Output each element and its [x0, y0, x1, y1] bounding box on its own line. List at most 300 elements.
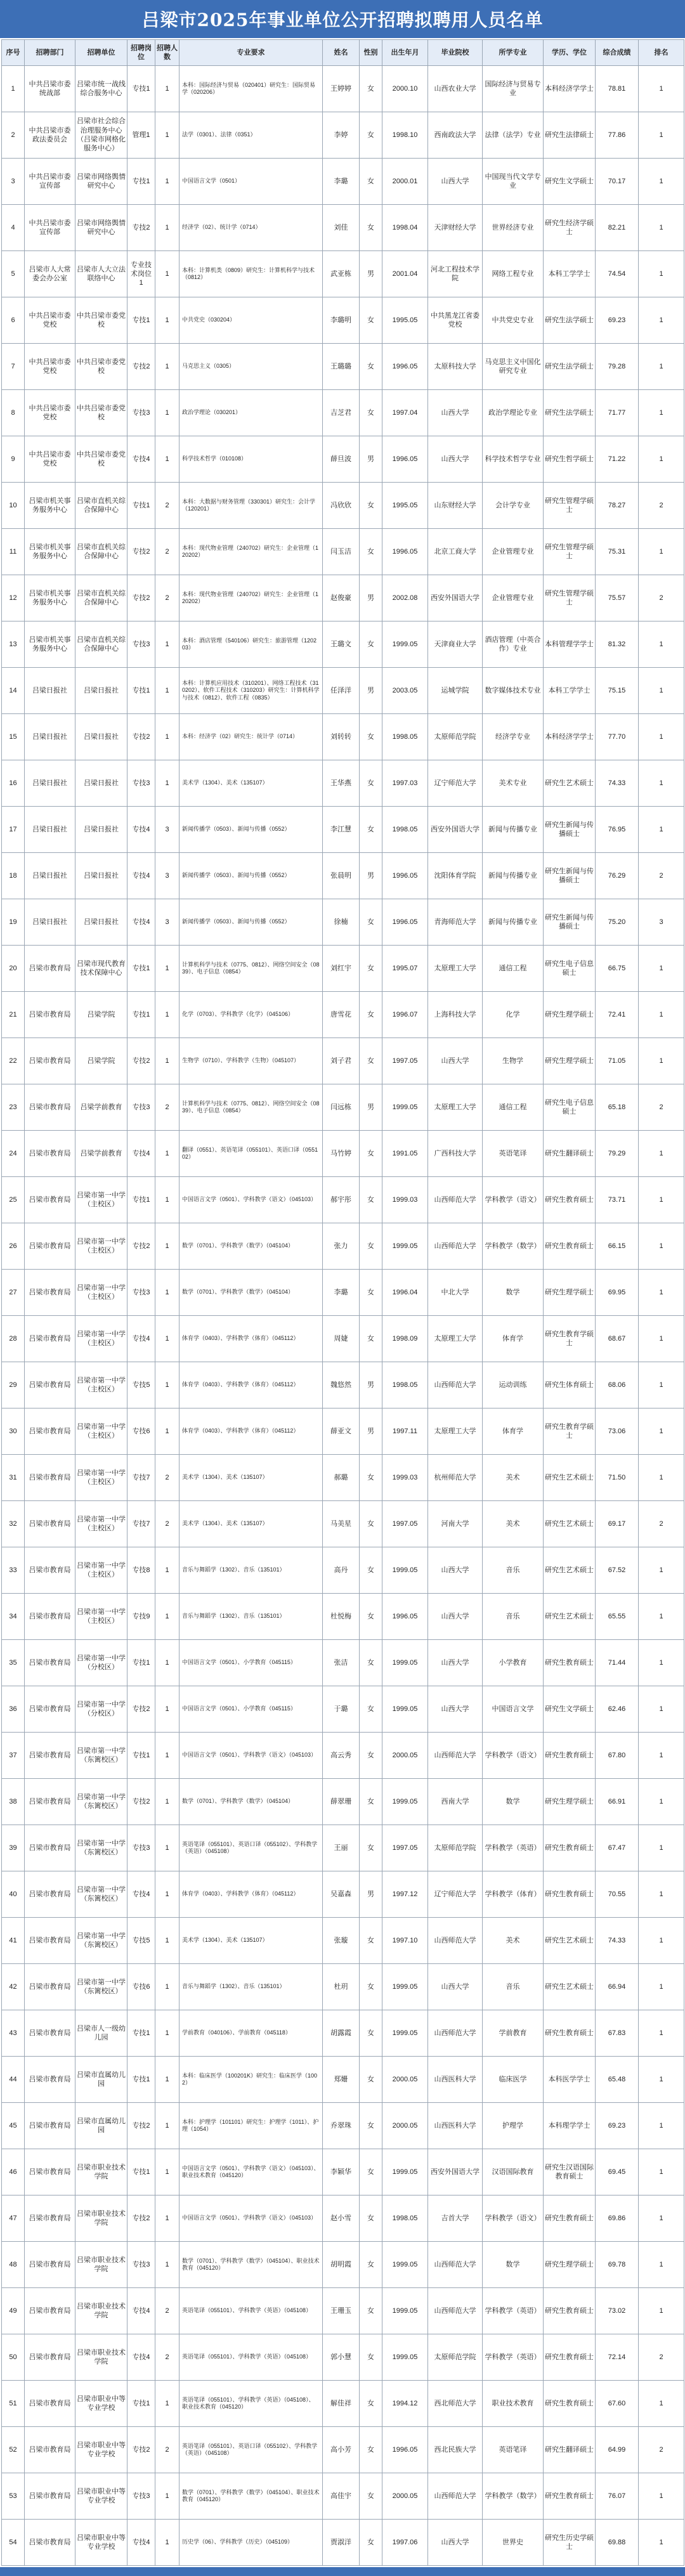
- birth-date: 1999.05: [382, 1640, 428, 1686]
- recruiting-unit: 吕梁日报社: [75, 668, 127, 714]
- graduate-school: 广西科技大学: [428, 1131, 483, 1177]
- candidate-name: 王婷婷: [323, 66, 360, 112]
- candidate-name: 杜悦梅: [323, 1594, 360, 1640]
- recruiting-unit: 吕梁市第一中学（主校区）: [75, 1177, 127, 1223]
- ranking: 1: [639, 2149, 684, 2195]
- studied-major: 经济学专业: [483, 714, 544, 760]
- birth-date: 1998.05: [382, 807, 428, 853]
- studied-major: 学科教学（英语）: [483, 1825, 544, 1871]
- recruiting-department: 吕梁市机关事务服务中心: [25, 483, 75, 529]
- recruiting-unit: 中共吕梁市委党校: [75, 436, 127, 483]
- recruiting-department: 吕梁日报社: [25, 853, 75, 899]
- ranking: 1: [639, 1640, 684, 1686]
- birth-date: 1998.10: [382, 112, 428, 159]
- table-row: [2, 390, 684, 436]
- ranking: 1: [639, 1316, 684, 1362]
- birth-date: 1997.10: [382, 1918, 428, 1964]
- education-degree: 研究生理学硕士: [544, 1779, 596, 1825]
- overall-score: 67.60: [596, 2381, 639, 2427]
- candidate-name: 于璐: [323, 1686, 360, 1733]
- major-requirement: 体育学（0403）、学科教学（体育）（045112）: [179, 1362, 323, 1408]
- table-row: [2, 2520, 684, 2566]
- recruit-count: 1: [155, 1316, 179, 1362]
- candidate-name: 王珊玉: [323, 2288, 360, 2334]
- ranking: 1: [639, 1362, 684, 1408]
- recruiting-post: 专技3: [127, 1270, 155, 1316]
- recruit-count: 1: [155, 1825, 179, 1871]
- recruiting-department: 吕梁市教育局: [25, 2381, 75, 2427]
- birth-date: 1997.05: [382, 1038, 428, 1084]
- gender: 女: [360, 2381, 382, 2427]
- major-requirement: 科学技术哲学（010108）: [179, 436, 323, 483]
- graduate-school: 辽宁师范大学: [428, 760, 483, 807]
- row-number: 13: [2, 621, 25, 668]
- ranking: 1: [639, 760, 684, 807]
- graduate-school: 西安外国语大学: [428, 2149, 483, 2195]
- overall-score: 69.23: [596, 2103, 639, 2149]
- studied-major: 中共党史专业: [483, 297, 544, 344]
- recruit-count: 1: [155, 946, 179, 992]
- graduate-school: 辽宁师范大学: [428, 1871, 483, 1918]
- education-degree: 研究生哲学硕士: [544, 436, 596, 483]
- recruiting-post: 专技1: [127, 668, 155, 714]
- birth-date: 1996.05: [382, 344, 428, 390]
- recruiting-department: 吕梁市教育局: [25, 1223, 75, 1270]
- graduate-school: 天津商业大学: [428, 621, 483, 668]
- page-header: [0, 0, 685, 38]
- major-requirement: 数学（0701）、学科教学（数学）（045104）: [179, 1223, 323, 1270]
- graduate-school: 山西大学: [428, 390, 483, 436]
- row-number: 7: [2, 344, 25, 390]
- studied-major: 数学: [483, 1270, 544, 1316]
- studied-major: 网络工程专业: [483, 251, 544, 297]
- row-number: 24: [2, 1131, 25, 1177]
- education-degree: 研究生理学硕士: [544, 992, 596, 1038]
- recruiting-department: 吕梁市教育局: [25, 1362, 75, 1408]
- column-header: 专业要求: [179, 40, 323, 66]
- major-requirement: 马克思主义（0305）: [179, 344, 323, 390]
- recruit-count: 1: [155, 1362, 179, 1408]
- row-number: 10: [2, 483, 25, 529]
- recruit-count: 2: [155, 529, 179, 575]
- recruiting-post: 专技6: [127, 1408, 155, 1455]
- studied-major: 美术: [483, 1501, 544, 1547]
- graduate-school: 西北师范大学: [428, 2381, 483, 2427]
- recruiting-post: 专技3: [127, 1825, 155, 1871]
- table-row: [2, 483, 684, 529]
- ranking: 2: [639, 2427, 684, 2473]
- recruiting-department: 吕梁市教育局: [25, 2149, 75, 2195]
- gender: 女: [360, 2149, 382, 2195]
- studied-major: 通信工程: [483, 1084, 544, 1131]
- recruiting-department: 吕梁市教育局: [25, 1686, 75, 1733]
- candidate-name: 解佳祥: [323, 2381, 360, 2427]
- education-degree: 研究生体育硕士: [544, 1362, 596, 1408]
- birth-date: 1996.05: [382, 1594, 428, 1640]
- graduate-school: 山西大学: [428, 1686, 483, 1733]
- recruit-count: 1: [155, 760, 179, 807]
- education-degree: 研究生管理学硕士: [544, 529, 596, 575]
- recruit-count: 1: [155, 2381, 179, 2427]
- recruiting-post: 专技3: [127, 390, 155, 436]
- ranking: 1: [639, 2195, 684, 2242]
- recruit-count: 1: [155, 1038, 179, 1084]
- recruiting-department: 中共吕梁市委统战部: [25, 66, 75, 112]
- row-number: 19: [2, 899, 25, 946]
- gender: 男: [360, 1871, 382, 1918]
- graduate-school: 青海师范大学: [428, 899, 483, 946]
- table-header-row: [2, 40, 684, 66]
- recruiting-unit: 吕梁市直属幼儿园: [75, 2103, 127, 2149]
- candidate-name: 张璇: [323, 1918, 360, 1964]
- recruit-count: 2: [155, 1501, 179, 1547]
- education-degree: 研究生教育硕士: [544, 1640, 596, 1686]
- ranking: 2: [639, 1501, 684, 1547]
- row-number: 33: [2, 1547, 25, 1594]
- recruit-count: 1: [155, 1779, 179, 1825]
- overall-score: 70.17: [596, 159, 639, 205]
- row-number: 37: [2, 1733, 25, 1779]
- major-requirement: 数学（0701）、学科教学（数学）（045104）、职业技术教育（045120）: [179, 2242, 323, 2288]
- recruiting-unit: 吕梁市第一中学（分校区）: [75, 1686, 127, 1733]
- major-requirement: 化学（0703）、学科教学（化学）（045106）: [179, 992, 323, 1038]
- recruit-count: 1: [155, 2057, 179, 2103]
- column-header: 序号: [2, 40, 25, 66]
- candidate-name: 薛旦波: [323, 436, 360, 483]
- ranking: 1: [639, 714, 684, 760]
- candidate-name: 郭小慧: [323, 2334, 360, 2381]
- birth-date: 1999.05: [382, 1686, 428, 1733]
- overall-score: 67.47: [596, 1825, 639, 1871]
- birth-date: 1999.05: [382, 621, 428, 668]
- recruiting-unit: 吕梁市职业技术学院: [75, 2288, 127, 2334]
- recruiting-department: 吕梁市教育局: [25, 1270, 75, 1316]
- recruiting-unit: 吕梁日报社: [75, 760, 127, 807]
- table-row: [2, 2381, 684, 2427]
- table-row: [2, 1038, 684, 1084]
- table-row: [2, 899, 684, 946]
- recruiting-department: 吕梁市教育局: [25, 1501, 75, 1547]
- recruiting-department: 吕梁市教育局: [25, 1084, 75, 1131]
- table-row: [2, 2057, 684, 2103]
- ranking: 1: [639, 344, 684, 390]
- education-degree: 研究生艺术硕士: [544, 1547, 596, 1594]
- recruit-count: 1: [155, 1918, 179, 1964]
- gender: 女: [360, 112, 382, 159]
- overall-score: 71.44: [596, 1640, 639, 1686]
- recruiting-post: 专业技术岗位1: [127, 251, 155, 297]
- graduate-school: 山西师范大学: [428, 2473, 483, 2520]
- birth-date: 1997.11: [382, 1408, 428, 1455]
- recruiting-unit: 吕梁市第一中学（东篱校区）: [75, 1779, 127, 1825]
- birth-date: 1997.05: [382, 1825, 428, 1871]
- row-number: 18: [2, 853, 25, 899]
- ranking: 1: [639, 2473, 684, 2520]
- candidate-name: 刘转转: [323, 714, 360, 760]
- overall-score: 71.50: [596, 1455, 639, 1501]
- studied-major: 新闻与传播专业: [483, 853, 544, 899]
- gender: 女: [360, 807, 382, 853]
- studied-major: 新闻与传播专业: [483, 807, 544, 853]
- gender: 女: [360, 297, 382, 344]
- overall-score: 62.46: [596, 1686, 639, 1733]
- recruit-count: 1: [155, 1640, 179, 1686]
- overall-score: 75.15: [596, 668, 639, 714]
- recruit-count: 1: [155, 2473, 179, 2520]
- candidate-name: 马竹婷: [323, 1131, 360, 1177]
- candidate-name: 闫远栋: [323, 1084, 360, 1131]
- birth-date: 1999.05: [382, 1964, 428, 2010]
- recruiting-unit: 吕梁市第一中学（主校区）: [75, 1362, 127, 1408]
- graduate-school: 杭州师范大学: [428, 1455, 483, 1501]
- recruiting-department: 中共吕梁市委宣传部: [25, 159, 75, 205]
- recruiting-post: 专技1: [127, 2381, 155, 2427]
- table-row: [2, 1594, 684, 1640]
- recruiting-department: 中共吕梁市委宣传部: [25, 205, 75, 251]
- row-number: 32: [2, 1501, 25, 1547]
- ranking: 1: [639, 1779, 684, 1825]
- recruit-count: 1: [155, 1131, 179, 1177]
- recruiting-unit: 吕梁市职业中等专业学校: [75, 2473, 127, 2520]
- recruiting-post: 专技7: [127, 1501, 155, 1547]
- row-number: 23: [2, 1084, 25, 1131]
- major-requirement: 本科：护理学（101101）研究生：护理学（1011）、护理（1054）: [179, 2103, 323, 2149]
- major-requirement: 美术学（1304）、美术（135107）: [179, 1501, 323, 1547]
- recruiting-post: 专技1: [127, 159, 155, 205]
- birth-date: 2000.05: [382, 1733, 428, 1779]
- row-number: 8: [2, 390, 25, 436]
- overall-score: 67.52: [596, 1547, 639, 1594]
- birth-date: 2003.05: [382, 668, 428, 714]
- row-number: 43: [2, 2010, 25, 2057]
- education-degree: 研究生新闻与传播硕士: [544, 807, 596, 853]
- education-degree: 本科工学学士: [544, 251, 596, 297]
- recruiting-unit: 中共吕梁市委党校: [75, 297, 127, 344]
- ranking: 1: [639, 621, 684, 668]
- education-degree: 本科理学学士: [544, 2103, 596, 2149]
- recruiting-post: 专技4: [127, 436, 155, 483]
- studied-major: 法律（法学）专业: [483, 112, 544, 159]
- major-requirement: 历史学（06）、学科教学（历史）（045109）: [179, 2520, 323, 2566]
- candidate-name: 武亚栋: [323, 251, 360, 297]
- recruiting-department: 吕梁市教育局: [25, 1825, 75, 1871]
- education-degree: 本科医学学士: [544, 2057, 596, 2103]
- ranking: 1: [639, 1964, 684, 2010]
- graduate-school: 山西大学: [428, 1964, 483, 2010]
- gender: 女: [360, 1455, 382, 1501]
- recruiting-post: 专技1: [127, 2010, 155, 2057]
- candidate-name: 高云秀: [323, 1733, 360, 1779]
- recruiting-post: 专技2: [127, 1038, 155, 1084]
- gender: 男: [360, 575, 382, 621]
- education-degree: 本科管理学学士: [544, 621, 596, 668]
- studied-major: 音乐: [483, 1964, 544, 2010]
- education-degree: 研究生理学硕士: [544, 1270, 596, 1316]
- education-degree: 研究生翻译硕士: [544, 2427, 596, 2473]
- recruiting-department: 吕梁日报社: [25, 807, 75, 853]
- recruit-count: 2: [155, 483, 179, 529]
- major-requirement: 体育学（0403）、学科教学（体育）（045112）: [179, 1871, 323, 1918]
- table-body: [2, 66, 684, 2566]
- ranking: 1: [639, 159, 684, 205]
- ranking: 1: [639, 66, 684, 112]
- candidate-name: 冯欣欣: [323, 483, 360, 529]
- row-number: 29: [2, 1362, 25, 1408]
- gender: 女: [360, 1131, 382, 1177]
- ranking: 1: [639, 1871, 684, 1918]
- graduate-school: 河北工程技术学院: [428, 251, 483, 297]
- gender: 女: [360, 2288, 382, 2334]
- overall-score: 74.54: [596, 251, 639, 297]
- column-header: 毕业院校: [428, 40, 483, 66]
- studied-major: 学科教学（体育）: [483, 1871, 544, 1918]
- birth-date: 1998.05: [382, 714, 428, 760]
- recruiting-post: 专技9: [127, 1594, 155, 1640]
- recruiting-department: 吕梁市教育局: [25, 992, 75, 1038]
- candidate-name: 周婕: [323, 1316, 360, 1362]
- graduate-school: 上海科技大学: [428, 992, 483, 1038]
- table-row: [2, 621, 684, 668]
- recruiting-unit: 吕梁市第一中学（主校区）: [75, 1547, 127, 1594]
- graduate-school: 山西大学: [428, 2520, 483, 2566]
- studied-major: 学前教育: [483, 2010, 544, 2057]
- candidate-name: 薛亚文: [323, 1408, 360, 1455]
- row-number: 45: [2, 2103, 25, 2149]
- recruiting-unit: 吕梁市网络舆情研究中心: [75, 205, 127, 251]
- recruiting-post: 专技3: [127, 2473, 155, 2520]
- recruiting-post: 专技1: [127, 297, 155, 344]
- education-degree: 研究生艺术硕士: [544, 1455, 596, 1501]
- graduate-school: 太原理工大学: [428, 1084, 483, 1131]
- major-requirement: 英语笔译（055101）、学科教学（英语）（045108）、职业技术教育（045120）: [179, 2381, 323, 2427]
- studied-major: 马克思主义中国化研究专业: [483, 344, 544, 390]
- education-degree: 本科经济学学士: [544, 714, 596, 760]
- candidate-name: 郑姗: [323, 2057, 360, 2103]
- candidate-name: 高小芳: [323, 2427, 360, 2473]
- row-number: 34: [2, 1594, 25, 1640]
- table-row: [2, 1918, 684, 1964]
- overall-score: 79.29: [596, 1131, 639, 1177]
- recruit-count: 1: [155, 436, 179, 483]
- recruiting-unit: 吕梁学院: [75, 992, 127, 1038]
- recruit-count: 1: [155, 2242, 179, 2288]
- overall-score: 75.31: [596, 529, 639, 575]
- recruiting-post: 专技4: [127, 899, 155, 946]
- recruiting-department: 吕梁市教育局: [25, 2242, 75, 2288]
- table-row: [2, 1733, 684, 1779]
- recruiting-unit: 吕梁市第一中学（主校区）: [75, 1501, 127, 1547]
- candidate-name: 闫玉洁: [323, 529, 360, 575]
- graduate-school: 山西大学: [428, 1038, 483, 1084]
- graduate-school: 山西农业大学: [428, 66, 483, 112]
- recruiting-post: 专技3: [127, 760, 155, 807]
- recruit-count: 1: [155, 1686, 179, 1733]
- major-requirement: 英语笔译（055101）、英语口译（055102）、学科教学（英语）（045108）: [179, 1825, 323, 1871]
- studied-major: 小学教育: [483, 1640, 544, 1686]
- ranking: 1: [639, 1408, 684, 1455]
- graduate-school: 运城学院: [428, 668, 483, 714]
- ranking: 1: [639, 1825, 684, 1871]
- studied-major: 学科教学（数学）: [483, 1223, 544, 1270]
- column-header: 出生年月: [382, 40, 428, 66]
- candidate-name: 王璐文: [323, 621, 360, 668]
- overall-score: 82.21: [596, 205, 639, 251]
- studied-major: 学科教学（语文）: [483, 1177, 544, 1223]
- graduate-school: 山西师范大学: [428, 2010, 483, 2057]
- recruiting-unit: 吕梁市职业中等专业学校: [75, 2427, 127, 2473]
- recruit-count: 1: [155, 205, 179, 251]
- recruiting-department: 吕梁市教育局: [25, 1871, 75, 1918]
- recruiting-unit: 吕梁日报社: [75, 853, 127, 899]
- candidate-name: 唐雪花: [323, 992, 360, 1038]
- recruit-count: 1: [155, 344, 179, 390]
- gender: 女: [360, 1501, 382, 1547]
- recruiting-unit: 吕梁市第一中学（主校区）: [75, 1455, 127, 1501]
- candidate-name: 任泽洋: [323, 668, 360, 714]
- major-requirement: 英语笔译（055101）、英语口译（055102）、学科教学（英语）（045108）: [179, 2427, 323, 2473]
- recruiting-post: 管理1: [127, 112, 155, 159]
- column-header: 性别: [360, 40, 382, 66]
- overall-score: 71.22: [596, 436, 639, 483]
- gender: 女: [360, 2520, 382, 2566]
- row-number: 2: [2, 112, 25, 159]
- overall-score: 76.95: [596, 807, 639, 853]
- recruit-count: 3: [155, 853, 179, 899]
- table-row: [2, 344, 684, 390]
- major-requirement: 中国语言文学（0501）、学科教学（语文）（045103）: [179, 1177, 323, 1223]
- candidate-name: 胡明霞: [323, 2242, 360, 2288]
- birth-date: 1998.04: [382, 205, 428, 251]
- graduate-school: 山西师范大学: [428, 1362, 483, 1408]
- table-row: [2, 2010, 684, 2057]
- recruiting-unit: 吕梁市第一中学（分校区）: [75, 1640, 127, 1686]
- recruiting-unit: 吕梁市人大立法联络中心: [75, 251, 127, 297]
- birth-date: 1995.07: [382, 946, 428, 992]
- overall-score: 76.07: [596, 2473, 639, 2520]
- candidate-name: 刘红宇: [323, 946, 360, 992]
- recruit-count: 1: [155, 251, 179, 297]
- column-header: 招聘人数: [155, 40, 179, 66]
- education-degree: 研究生教育硕士: [544, 2473, 596, 2520]
- gender: 女: [360, 66, 382, 112]
- overall-score: 70.55: [596, 1871, 639, 1918]
- recruiting-department: 吕梁市教育局: [25, 2334, 75, 2381]
- recruiting-post: 专技3: [127, 621, 155, 668]
- major-requirement: 本科：现代物业管理（240702）研究生：企业管理（120202）: [179, 529, 323, 575]
- birth-date: 1996.05: [382, 529, 428, 575]
- row-number: 22: [2, 1038, 25, 1084]
- recruiting-department: 中共吕梁市委党校: [25, 344, 75, 390]
- birth-date: 1999.05: [382, 2242, 428, 2288]
- recruiting-unit: 吕梁市直机关综合保障中心: [75, 529, 127, 575]
- education-degree: 研究生理学硕士: [544, 2242, 596, 2288]
- graduate-school: 山西大学: [428, 1594, 483, 1640]
- recruiting-unit: 中共吕梁市委党校: [75, 344, 127, 390]
- table-row: [2, 992, 684, 1038]
- graduate-school: 中北大学: [428, 1270, 483, 1316]
- ranking: 1: [639, 2103, 684, 2149]
- graduate-school: 山西大学: [428, 159, 483, 205]
- gender: 男: [360, 1408, 382, 1455]
- education-degree: 研究生教育硕士: [544, 1733, 596, 1779]
- gender: 男: [360, 251, 382, 297]
- birth-date: 2000.05: [382, 2103, 428, 2149]
- table-row: [2, 2473, 684, 2520]
- birth-date: 2002.08: [382, 575, 428, 621]
- major-requirement: 音乐与舞蹈学（1302）、音乐（135101）: [179, 1594, 323, 1640]
- recruit-count: 1: [155, 2103, 179, 2149]
- birth-date: 1999.03: [382, 1177, 428, 1223]
